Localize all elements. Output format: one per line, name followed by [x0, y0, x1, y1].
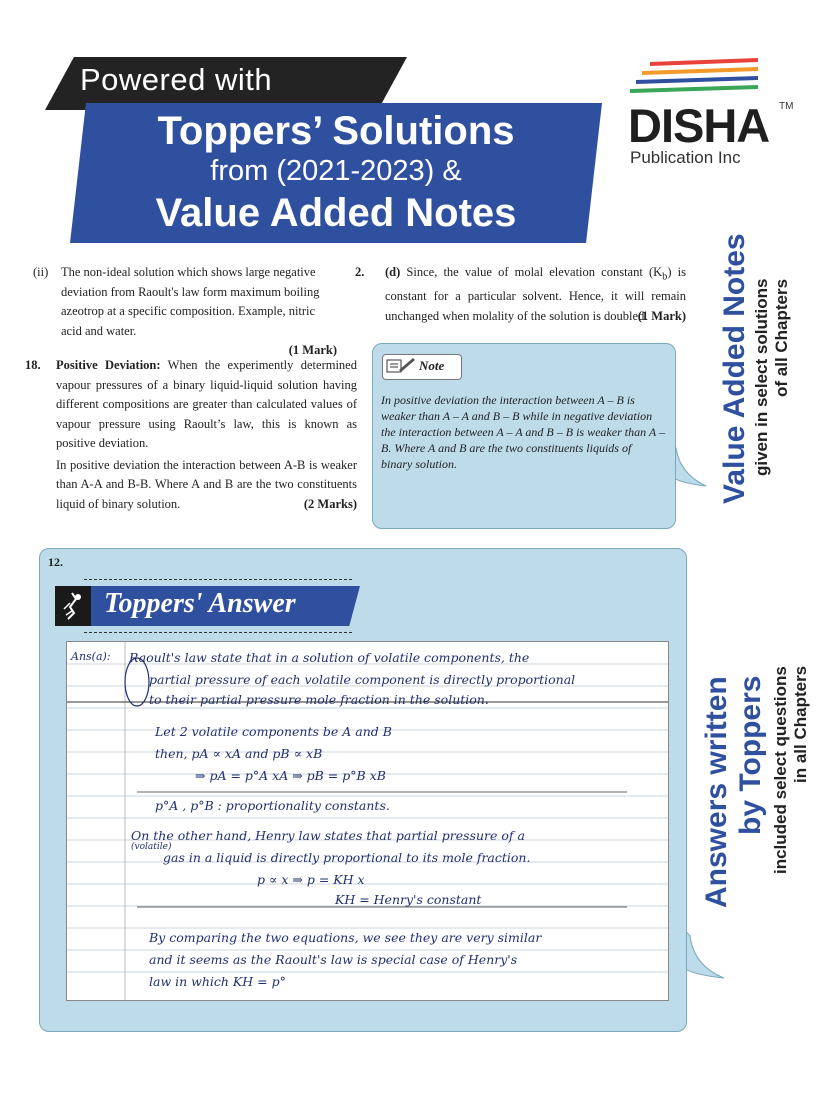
- value-added-subtitle-line-1: given in select solutions: [752, 279, 771, 477]
- answer-line-8: On the other hand, Henry law states that partial pressure of a: [131, 828, 525, 843]
- item-ii-marks: (1 Mark): [288, 343, 337, 357]
- q18-number: 18.: [25, 358, 41, 372]
- answer-label: Ans(a):: [71, 650, 111, 663]
- answer-line-9: (volatile): [131, 842, 172, 852]
- note-pen-icon: [385, 356, 415, 376]
- item-ii-text: [61, 263, 337, 361]
- answers-subtitle-line-2: in all Chapters: [791, 666, 810, 784]
- q2-text-a: Since, the value of molal elevation constant (K: [400, 265, 663, 279]
- writing-hand-icon: [58, 589, 88, 623]
- item-ii-label: (ii): [33, 265, 49, 279]
- title-line-2: from (2021-2023) &: [210, 155, 462, 187]
- q18-para-1: [56, 356, 357, 454]
- answer-line-2: partial pressure of each volatile component is directly proportional: [149, 672, 576, 687]
- toppers-question-number: 12.: [48, 555, 63, 569]
- q2-marks: (1 Mark): [637, 309, 686, 323]
- logo-stripes-icon: [630, 58, 770, 98]
- note-label: Note: [419, 358, 445, 373]
- toppers-dash-bottom: [84, 632, 352, 633]
- answer-line-14: and it seems as the Raoult's law is special case of Henry's: [149, 952, 518, 967]
- q2-subscript: b: [662, 271, 668, 283]
- q18-text: [56, 356, 357, 515]
- toppers-dash-top: [84, 579, 352, 580]
- title-line-3: Value Added Notes: [155, 191, 517, 235]
- answer-line-6: ⇒ pA = p°A xA ⇒ pB = p°B xB: [195, 768, 386, 783]
- title-line-1: Toppers’ Solutions: [157, 109, 515, 153]
- answer-line-3: to their partial pressure mole fraction in the solution.: [149, 692, 489, 707]
- answer-line-11: p ∝ x ⇒ p = KH x: [257, 872, 365, 887]
- answer-line-5: then, pA ∝ xA and pB ∝ xB: [155, 746, 323, 761]
- answer-sheet: [66, 641, 669, 1001]
- answer-line-1: Raoult's law state that in a solution of volatile components, the: [129, 650, 530, 665]
- answers-subtitle: [771, 666, 811, 946]
- q2-text-b: ) is constant for a particular solvent. Hence, it will remain unchanged when molality of the solution is doubled.: [385, 265, 686, 323]
- answer-line-15: law in which KH = p°: [149, 974, 286, 989]
- q2-option: (d): [385, 265, 401, 279]
- q18-heading: Positive Deviation:: [56, 358, 161, 372]
- item-ii-body: The non-ideal solution which shows large negative deviation from Raoult's law form maximum boiling azeotrop at a specific composition. Example, nitric acid and water.: [61, 265, 320, 338]
- answer-line-7: p°A , p°B : proportionality constants.: [155, 798, 390, 813]
- value-added-title: Value Added Notes: [718, 233, 751, 504]
- q18-marks: (2 Marks): [303, 497, 357, 511]
- logo-subtitle: Publication Inc: [630, 148, 741, 167]
- toppers-title: Toppers' Answer: [104, 588, 296, 619]
- q2-text: [385, 263, 686, 327]
- note-text: In positive deviation the interaction between A – B is weaker than A – A and B – B while in negative deviation the interaction between A – A and B – B is weaker than A – B. Where A and B are the two constituents liquids of binary solution.: [381, 393, 665, 471]
- answer-line-12: KH = Henry's constant: [335, 892, 482, 907]
- answer-line-4: Let 2 volatile components be A and B: [155, 724, 392, 739]
- value-added-subtitle: [752, 279, 792, 544]
- logo-wordmark: DISHA: [628, 99, 770, 152]
- logo-trademark: TM: [779, 101, 794, 112]
- answers-title-line-1: Answers written: [700, 676, 733, 908]
- powered-with-text: Powered with: [80, 62, 273, 97]
- q2-number: 2.: [355, 265, 365, 279]
- value-added-subtitle-line-2: of all Chapters: [772, 279, 791, 398]
- answers-title: [700, 676, 768, 946]
- answers-title-line-2: by Toppers: [734, 676, 767, 836]
- answer-line-13: By comparing the two equations, we see they are very similar: [149, 930, 542, 945]
- q18-para-1-body: When the experimently determined vapour pressures of a binary liquid-liquid solution having different compositions are greater than calculated values of vapour pressure using Raoult’s law, this is known as positive deviation.: [56, 358, 357, 450]
- answers-subtitle-line-1: included select questions: [771, 666, 790, 874]
- q18-para-2: In positive deviation the interaction between A-B is weaker than A-A and B-B. Where A and B are the two constituents liquid of binary solution.: [56, 457, 357, 511]
- answer-line-10: gas in a liquid is directly proportional to its mole fraction.: [163, 850, 531, 865]
